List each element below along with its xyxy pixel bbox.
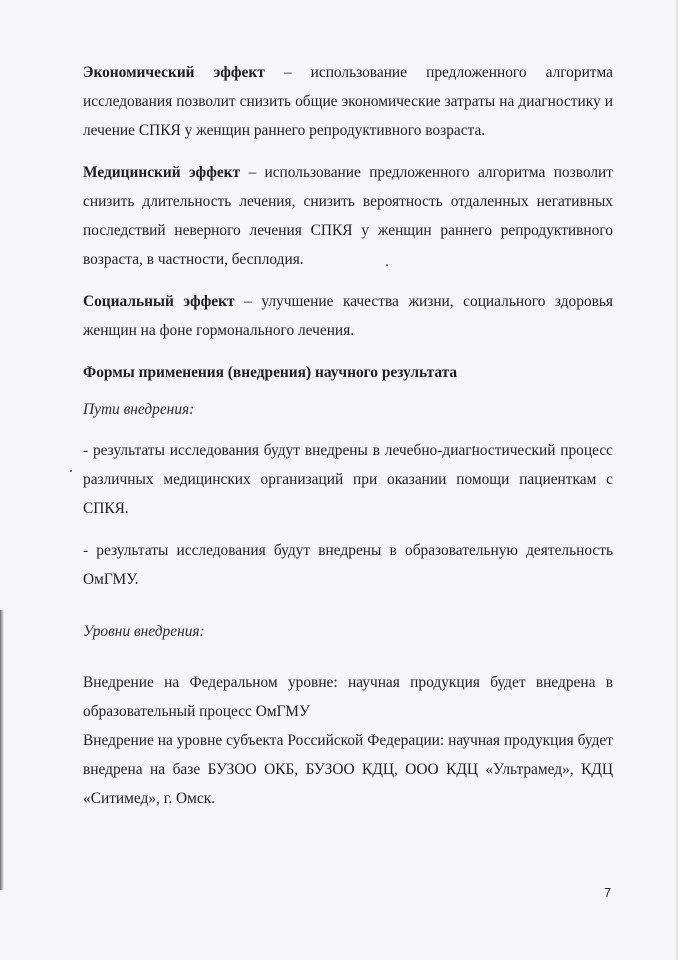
document-body [83,58,613,813]
implementation-level-item: Внедрение на уровне субъекта Российской Федерации: научная продукция будет внедрена на базе БУЗОО ОКБ, БУЗОО КДЦ, ООО КДЦ «Ультрамед», КДЦ «Ситимед», г. Омск. [83,732,613,807]
page-number: 7 [604,885,612,900]
implementation-paths-label: Пути внедрения: [83,401,195,418]
scan-shadow-left [0,610,4,890]
social-effect-text: – улучшение качества жизни, социального здоровья женщин на фоне гормонального лечения. [83,293,614,339]
implementation-path-item: - результаты исследования будут внедрены в лечебно-диагностический процесс различных медицинских организаций при оказании помощи пациенткам с СПКЯ. [83,442,613,517]
economic-effect-text: – использование предложенного алгоритма исследования позволит снизить общие экономические затраты на диагностику и лечение СПКЯ у женщин раннего репродуктивного возраста. [83,64,613,139]
economic-effect-term: Экономический эффект [83,64,265,81]
medical-effect-term: Медицинский эффект [83,164,241,181]
social-effect-term: Социальный эффект [83,293,235,310]
implementation-level-item: Внедрение на Федеральном уровне: научная продукция будет внедрена в образовательный процесс ОмГМУ [83,674,613,720]
social-effect-paragraph [83,287,613,345]
medical-effect-text: – использование предложенного алгоритма позволит снизить длительность лечения, снизить вероятность отдаленных негативных последствий неверного лечения СПКЯ у женщин раннего репродуктивного возраста, в частности, бесплодия. [83,164,614,268]
scan-speck [70,470,72,472]
implementation-path-item: - результаты исследования будут внедрены в образовательную деятельность ОмГМУ. [83,542,613,588]
economic-effect-paragraph [83,58,613,145]
implementation-levels-label: Уровни внедрения: [83,623,205,640]
medical-effect-paragraph [83,158,613,274]
section-heading: Формы применения (внедрения) научного результата [83,364,458,381]
